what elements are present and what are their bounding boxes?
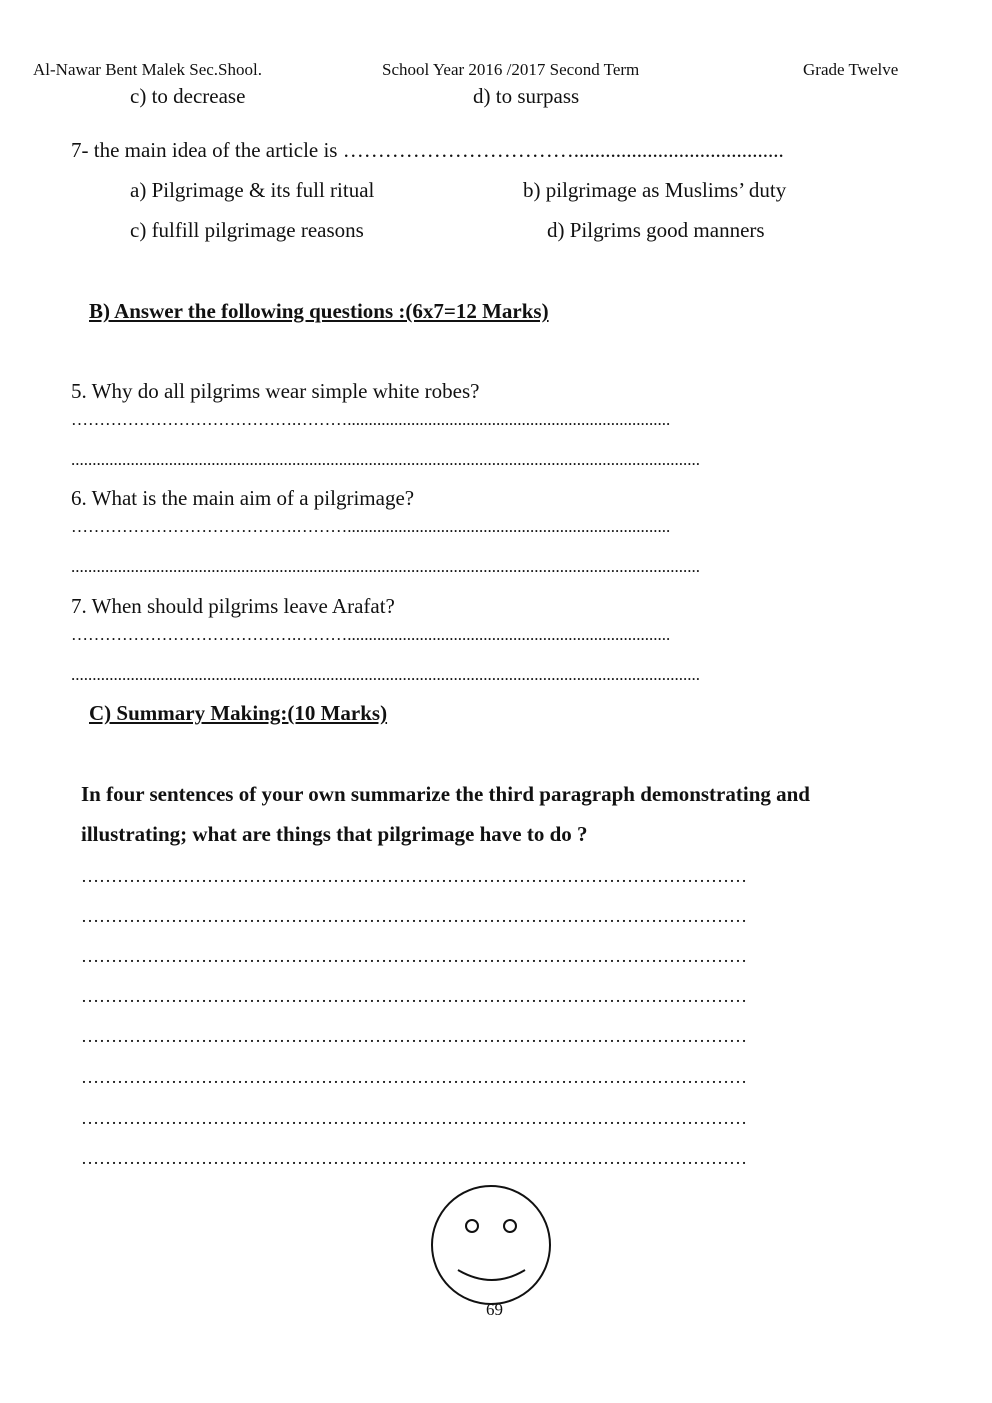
summary-line[interactable]: …………………………………………………………………………………………………: [81, 986, 747, 1006]
answer-line[interactable]: ………………………………….………............................................................................: [71, 517, 671, 536]
smiley-face-icon: [430, 1184, 554, 1308]
answer-line[interactable]: ………………………………….………............................................................................: [71, 625, 671, 644]
answer-line[interactable]: ....................................................................................................................................................: [71, 665, 700, 684]
section-c-title: C) Summary Making:(10 Marks): [89, 701, 388, 725]
q7-option-c: c) fulfill pilgrimage reasons: [130, 218, 364, 242]
section-b-title: B) Answer the following questions :(6x7=12 Marks): [89, 299, 549, 323]
summary-line[interactable]: …………………………………………………………………………………………………: [81, 1108, 747, 1128]
question-7: 7. When should pilgrims leave Arafat?: [71, 594, 395, 618]
q7-option-d: d) Pilgrims good manners: [547, 218, 765, 242]
page-number: 69: [486, 1300, 503, 1319]
q7-question: 7- the main idea of the article is ……………………………........................................: [71, 138, 784, 162]
question-6: 6. What is the main aim of a pilgrimage?: [71, 486, 415, 510]
summary-line[interactable]: …………………………………………………………………………………………………: [81, 1067, 747, 1087]
prev-option-c: c) to decrease: [130, 84, 246, 108]
answer-line[interactable]: ....................................................................................................................................................: [71, 557, 700, 576]
answer-line[interactable]: ………………………………….………............................................................................: [71, 410, 671, 429]
school-name: Al-Nawar Bent Malek Sec.Shool.: [33, 60, 262, 79]
summary-line[interactable]: …………………………………………………………………………………………………: [81, 946, 747, 966]
summary-instruction-line1: In four sentences of your own summarize the third paragraph demonstrating and: [81, 782, 810, 806]
summary-line[interactable]: …………………………………………………………………………………………………: [81, 1026, 747, 1046]
school-year-term: School Year 2016 /2017 Second Term: [382, 60, 640, 79]
summary-line[interactable]: …………………………………………………………………………………………………: [81, 866, 747, 886]
q7-option-a: a) Pilgrimage & its full ritual: [130, 178, 375, 202]
summary-instruction-line2: illustrating; what are things that pilgrimage have to do ?: [81, 822, 588, 846]
grade-label: Grade Twelve: [803, 60, 899, 79]
summary-line[interactable]: …………………………………………………………………………………………………: [81, 906, 747, 926]
answer-line[interactable]: ....................................................................................................................................................: [71, 450, 700, 469]
summary-line[interactable]: …………………………………………………………………………………………………: [81, 1148, 747, 1168]
question-5: 5. Why do all pilgrims wear simple white robes?: [71, 379, 480, 403]
prev-option-d: d) to surpass: [473, 84, 580, 108]
q7-option-b: b) pilgrimage as Muslims’ duty: [523, 178, 787, 202]
